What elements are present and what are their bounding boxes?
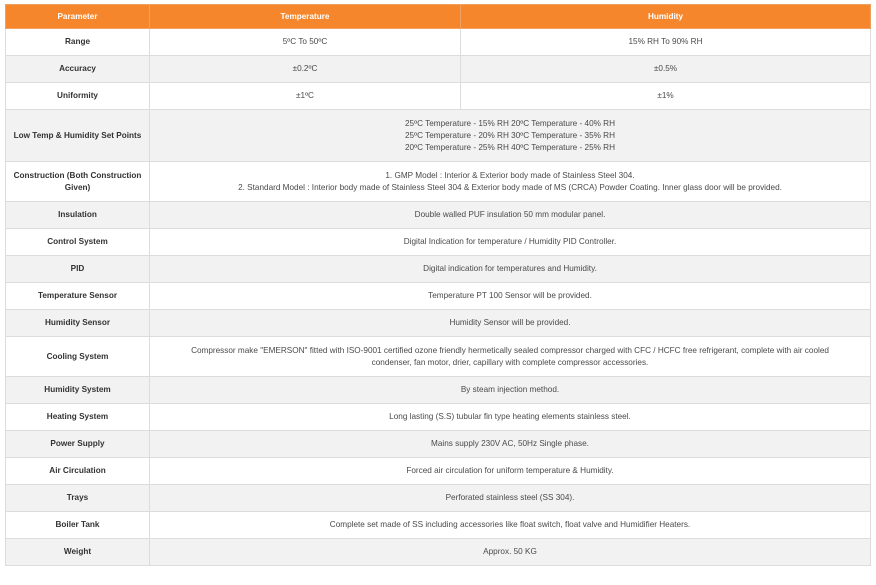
row-value: Complete set made of SS including accessories like float switch, float valve and Humidifier Heaters. (150, 512, 871, 539)
row-label: Uniformity (6, 83, 150, 110)
humidity-value: 15% RH To 90% RH (461, 29, 871, 56)
set-point-line: 25ºC Temperature - 20% RH 30ºC Temperature - 35% RH (405, 130, 615, 140)
table-row (6, 539, 871, 566)
row-label: Low Temp & Humidity Set Points (6, 110, 150, 162)
table-row (6, 29, 871, 56)
row-label: Boiler Tank (6, 512, 150, 539)
row-label: Control System (6, 229, 150, 256)
humidity-value: ±1% (461, 83, 871, 110)
temperature-value: ±1ºC (150, 83, 461, 110)
cooling-line: condenser, fan motor, drier, capillary with complete compressor accessories. (371, 357, 649, 367)
table-row (6, 83, 871, 110)
row-value: Temperature PT 100 Sensor will be provided. (150, 283, 871, 310)
row-label: Heating System (6, 404, 150, 431)
header-humidity: Humidity (461, 5, 871, 29)
row-label: Weight (6, 539, 150, 566)
table-row (6, 512, 871, 539)
header-temperature: Temperature (150, 5, 461, 29)
row-label: Humidity System (6, 377, 150, 404)
row-value: Long lasting (S.S) tubular fin type heating elements stainless steel. (150, 404, 871, 431)
table-row (6, 56, 871, 83)
row-label: Trays (6, 485, 150, 512)
table-row (6, 377, 871, 404)
row-value: Humidity Sensor will be provided. (150, 310, 871, 337)
row-value: By steam injection method. (150, 377, 871, 404)
table-row (6, 485, 871, 512)
row-value: Digital indication for temperatures and Humidity. (150, 256, 871, 283)
header-parameter: Parameter (6, 5, 150, 29)
row-label: Cooling System (6, 337, 150, 377)
row-value: Digital Indication for temperature / Humidity PID Controller. (150, 229, 871, 256)
table-header-row (6, 5, 871, 29)
table-row (6, 162, 871, 202)
set-points-value (150, 110, 871, 162)
row-label: Range (6, 29, 150, 56)
construction-line: 1. GMP Model : Interior & Exterior body made of Stainless Steel 304. (385, 170, 635, 180)
table-row (6, 337, 871, 377)
row-label: PID (6, 256, 150, 283)
table-row (6, 110, 871, 162)
table-row (6, 202, 871, 229)
construction-value (150, 162, 871, 202)
row-label: Construction (Both Construction Given) (6, 162, 150, 202)
table-row (6, 458, 871, 485)
row-value: Approx. 50 KG (150, 539, 871, 566)
temperature-value: 5ºC To 50ºC (150, 29, 461, 56)
cooling-line: Compressor make "EMERSON" fitted with ISO-9001 certified ozone friendly hermetically sealed compressor charged with CFC / HCFC free refrigerant, complete with air cooled (191, 345, 829, 355)
table-row (6, 283, 871, 310)
set-point-line: 20ºC Temperature - 25% RH 40ºC Temperature - 25% RH (405, 142, 615, 152)
row-label: Temperature Sensor (6, 283, 150, 310)
table-row (6, 310, 871, 337)
row-label: Accuracy (6, 56, 150, 83)
row-value: Double walled PUF insulation 50 mm modular panel. (150, 202, 871, 229)
row-value: Mains supply 230V AC, 50Hz Single phase. (150, 431, 871, 458)
humidity-value: ±0.5% (461, 56, 871, 83)
row-value: Forced air circulation for uniform temperature & Humidity. (150, 458, 871, 485)
table-row (6, 229, 871, 256)
row-label: Humidity Sensor (6, 310, 150, 337)
spec-table (5, 4, 871, 566)
table-row (6, 431, 871, 458)
row-value: Perforated stainless steel (SS 304). (150, 485, 871, 512)
row-label: Air Circulation (6, 458, 150, 485)
table-row (6, 256, 871, 283)
row-label: Power Supply (6, 431, 150, 458)
table-row (6, 404, 871, 431)
set-point-line: 25ºC Temperature - 15% RH 20ºC Temperature - 40% RH (405, 118, 615, 128)
cooling-system-value (150, 337, 871, 377)
temperature-value: ±0.2ºC (150, 56, 461, 83)
row-label: Insulation (6, 202, 150, 229)
construction-line: 2. Standard Model : Interior body made of Stainless Steel 304 & Exterior body made of MS (CRCA) Powder Coating. Inner glass door will be provided. (238, 182, 782, 192)
